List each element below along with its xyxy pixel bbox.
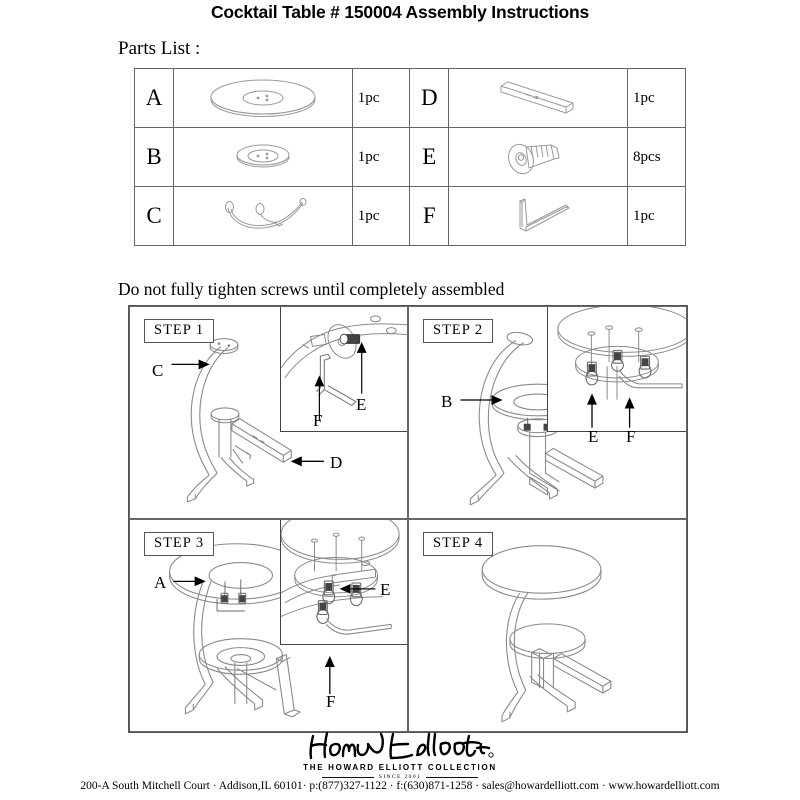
step-1-label-c: C xyxy=(152,361,164,380)
part-quantity: 1pc xyxy=(628,187,686,246)
part-image-hex-bolt xyxy=(449,128,628,187)
part-quantity: 1pc xyxy=(352,69,409,128)
page-title: Cocktail Table # 150004 Assembly Instructions xyxy=(210,2,590,22)
step-panel-1 xyxy=(129,306,408,519)
step-3-inset-label-e: E xyxy=(380,580,391,599)
parts-list-table xyxy=(134,68,686,246)
part-quantity: 1pc xyxy=(628,69,686,128)
parts-list-label: Parts List : xyxy=(118,38,201,59)
howard-elliott-signature-icon xyxy=(305,728,495,762)
steps-grid xyxy=(128,305,688,733)
part-image-curved-base xyxy=(174,187,353,246)
table-row xyxy=(135,187,686,246)
part-quantity: 1pc xyxy=(352,187,409,246)
step-badge-2: STEP 2 xyxy=(423,319,493,343)
step-panel-3 xyxy=(129,519,408,732)
part-letter: C xyxy=(135,187,174,246)
step-1-detail-inset xyxy=(280,306,408,432)
step-1-label-d: D xyxy=(330,453,343,472)
collection-name: THE HOWARD ELLIOTT COLLECTION xyxy=(303,763,497,772)
step-3-inset-label-f: F xyxy=(326,692,336,711)
step-badge-3: STEP 3 xyxy=(144,532,214,556)
rule-right xyxy=(426,777,478,778)
step-panel-4 xyxy=(408,519,687,732)
part-letter: F xyxy=(410,187,449,246)
table-row xyxy=(135,69,686,128)
step-2-label-b: B xyxy=(441,392,453,411)
brand-logo xyxy=(0,728,800,780)
step-3-label-a: A xyxy=(154,573,167,592)
part-letter: A xyxy=(135,69,174,128)
step-2-inset-leaders xyxy=(409,307,686,519)
part-letter: B xyxy=(135,128,174,187)
part-image-small-disc xyxy=(174,128,353,187)
step-1-inset-label-e: E xyxy=(356,395,367,414)
step-panel-2 xyxy=(408,306,687,519)
part-image-bar-bracket xyxy=(449,69,628,128)
step-1-inset-leaders xyxy=(281,307,407,431)
table-row xyxy=(135,128,686,187)
contact-line: 200-A South Mitchell Court · Addison,IL 60101· p:(877)327-1122 · f:(630)871-1258 · sales@howardelliott.com · www.howardelliott.com xyxy=(80,780,720,792)
step-2-inset-label-e: E xyxy=(588,427,599,446)
rule-left xyxy=(322,777,374,778)
part-quantity: 1pc xyxy=(352,128,409,187)
part-letter: D xyxy=(410,69,449,128)
step-3-inset-f-leader xyxy=(130,520,407,732)
part-image-tabletop-disc xyxy=(174,69,353,128)
step-2-inset-label-f: F xyxy=(626,427,636,446)
step-1-inset-label-f: F xyxy=(313,411,323,430)
since-text: SINCE 2001 xyxy=(378,774,422,780)
step-badge-1: STEP 1 xyxy=(144,319,214,343)
step-badge-4: STEP 4 xyxy=(423,532,493,556)
part-letter: E xyxy=(410,128,449,187)
part-quantity: 8pcs xyxy=(628,128,686,187)
assembly-note: Do not fully tighten screws until completely assembled xyxy=(118,279,505,299)
part-image-allen-wrench xyxy=(449,187,628,246)
